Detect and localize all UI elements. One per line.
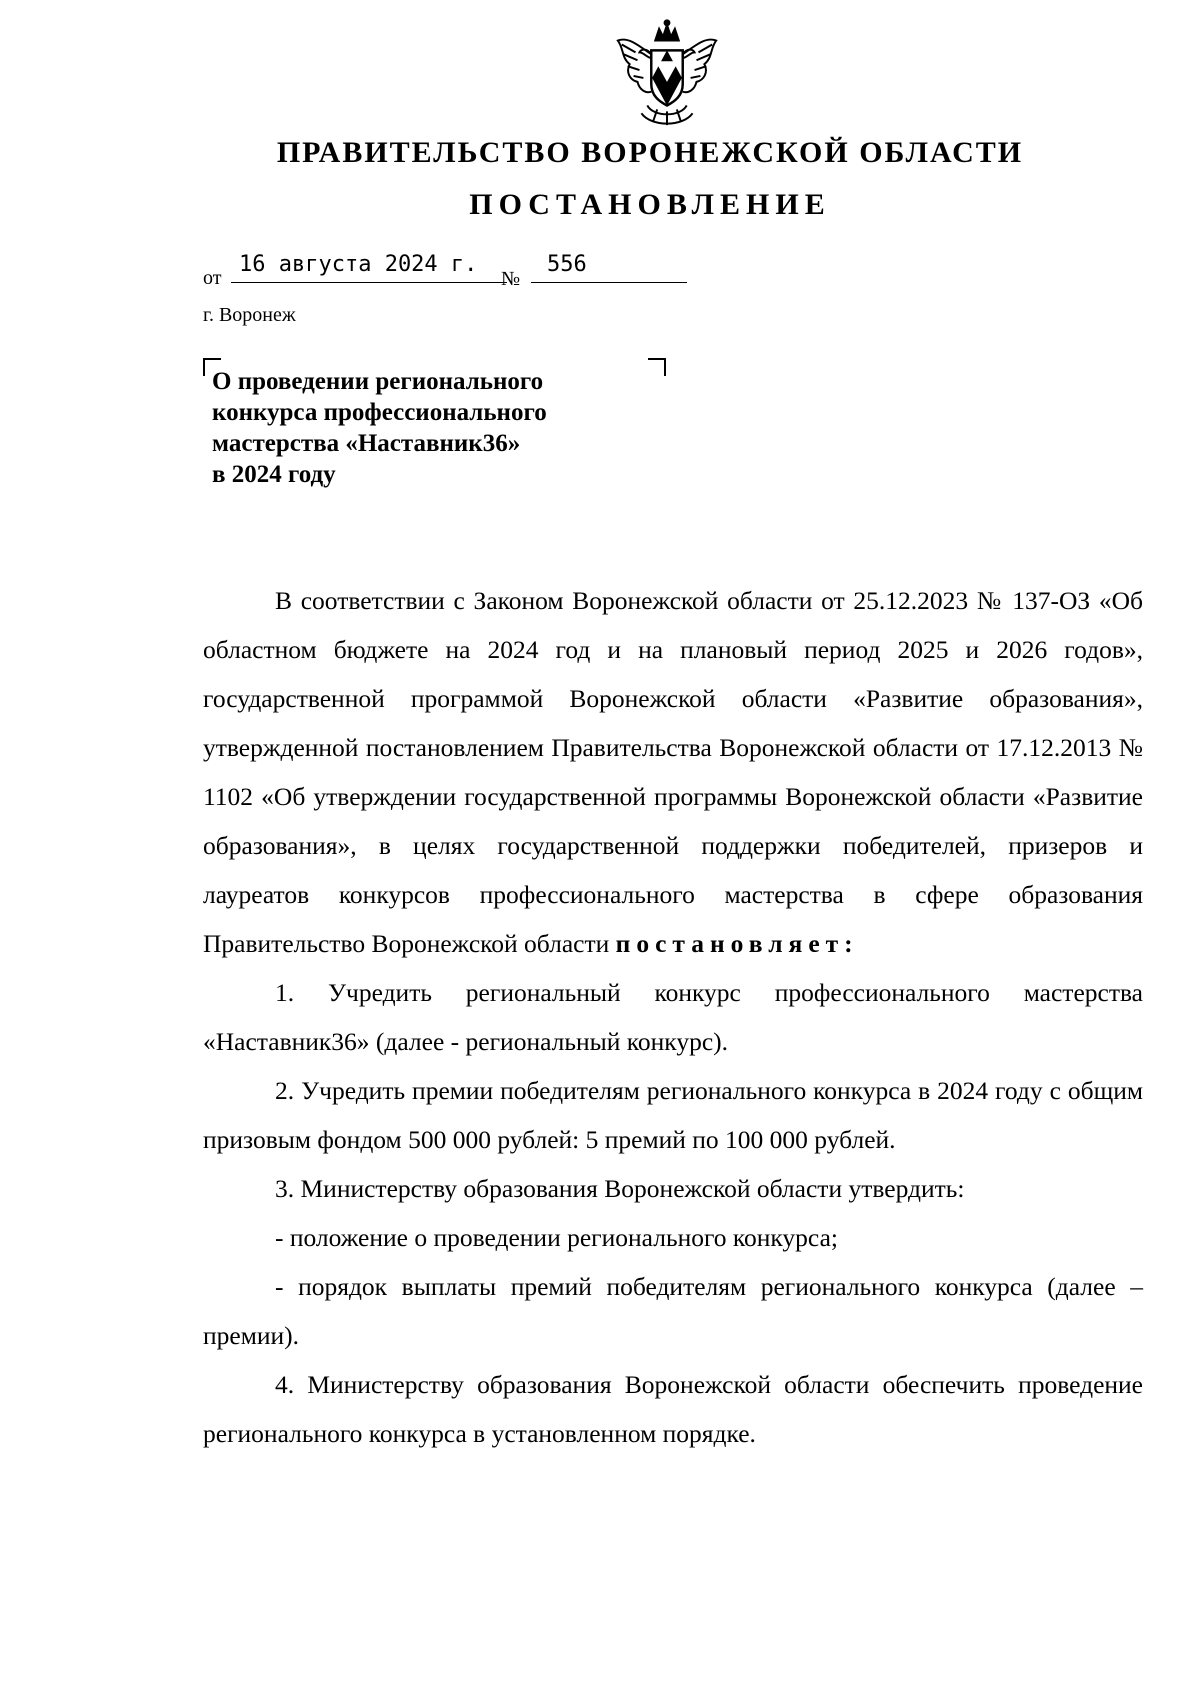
document-date: 16 августа 2024 г.	[231, 252, 507, 283]
document-type: ПОСТАНОВЛЕНИЕ	[469, 188, 831, 221]
item-paragraph: 2. Учредить премии победителям регионального конкурса в 2024 году с общим призовым фондом 500 000 рублей: 5 премий по 100 000 рублей.	[203, 1076, 1143, 1154]
item-paragraph: 4. Министерству образования Воронежской области обеспечить проведение регионального конкурса в установленном порядке.	[203, 1370, 1143, 1448]
preamble-text: В соответствии с Законом Воронежской области от 25.12.2023 № 137-ОЗ «Об областном бюджете на 2024 год и на плановый период 2025 и 2026 годов», государственной программой Воронежской области «Развитие образования», утвержденной постановлением Правительства Воронежской области от 17.12.2013 № 1102 «Об утверждении государственной программы Воронежской области «Развитие образования», в целях государственной поддержки победителей, призеров и лауреатов конкурсов профессионального мастерства в сфере образования Правительство Воронежской области	[203, 586, 1143, 958]
number-label: №	[501, 268, 521, 290]
item-paragraph: 3. Министерству образования Воронежской области утвердить:	[275, 1174, 965, 1203]
item-paragraph: 1. Учредить региональный конкурс профессионального мастерства «Наставник36» (далее - региональный конкурс).	[203, 978, 1143, 1056]
decree-word: постановляет:	[615, 929, 859, 958]
government-name: ПРАВИТЕЛЬСТВО ВОРОНЕЖСКОЙ ОБЛАСТИ	[276, 136, 1024, 169]
document-subject	[212, 366, 652, 490]
item-paragraph: - положение о проведении регионального конкурса;	[275, 1223, 838, 1252]
subject-line: в 2024 году	[212, 461, 336, 488]
document-number: 556	[531, 252, 687, 283]
city: г. Воронеж	[203, 304, 296, 326]
subject-line: О проведении регионального	[212, 368, 544, 395]
coat-of-arms-icon	[608, 18, 726, 130]
date-label: от	[203, 267, 222, 289]
document-body	[203, 576, 1143, 1458]
preamble-paragraph	[203, 576, 1143, 968]
subject-line: конкурса профессионального	[212, 399, 547, 426]
item-paragraph: - порядок выплаты премий победителям регионального конкурса (далее – премии).	[203, 1272, 1143, 1350]
subject-line: мастерства «Наставник36»	[212, 430, 521, 457]
